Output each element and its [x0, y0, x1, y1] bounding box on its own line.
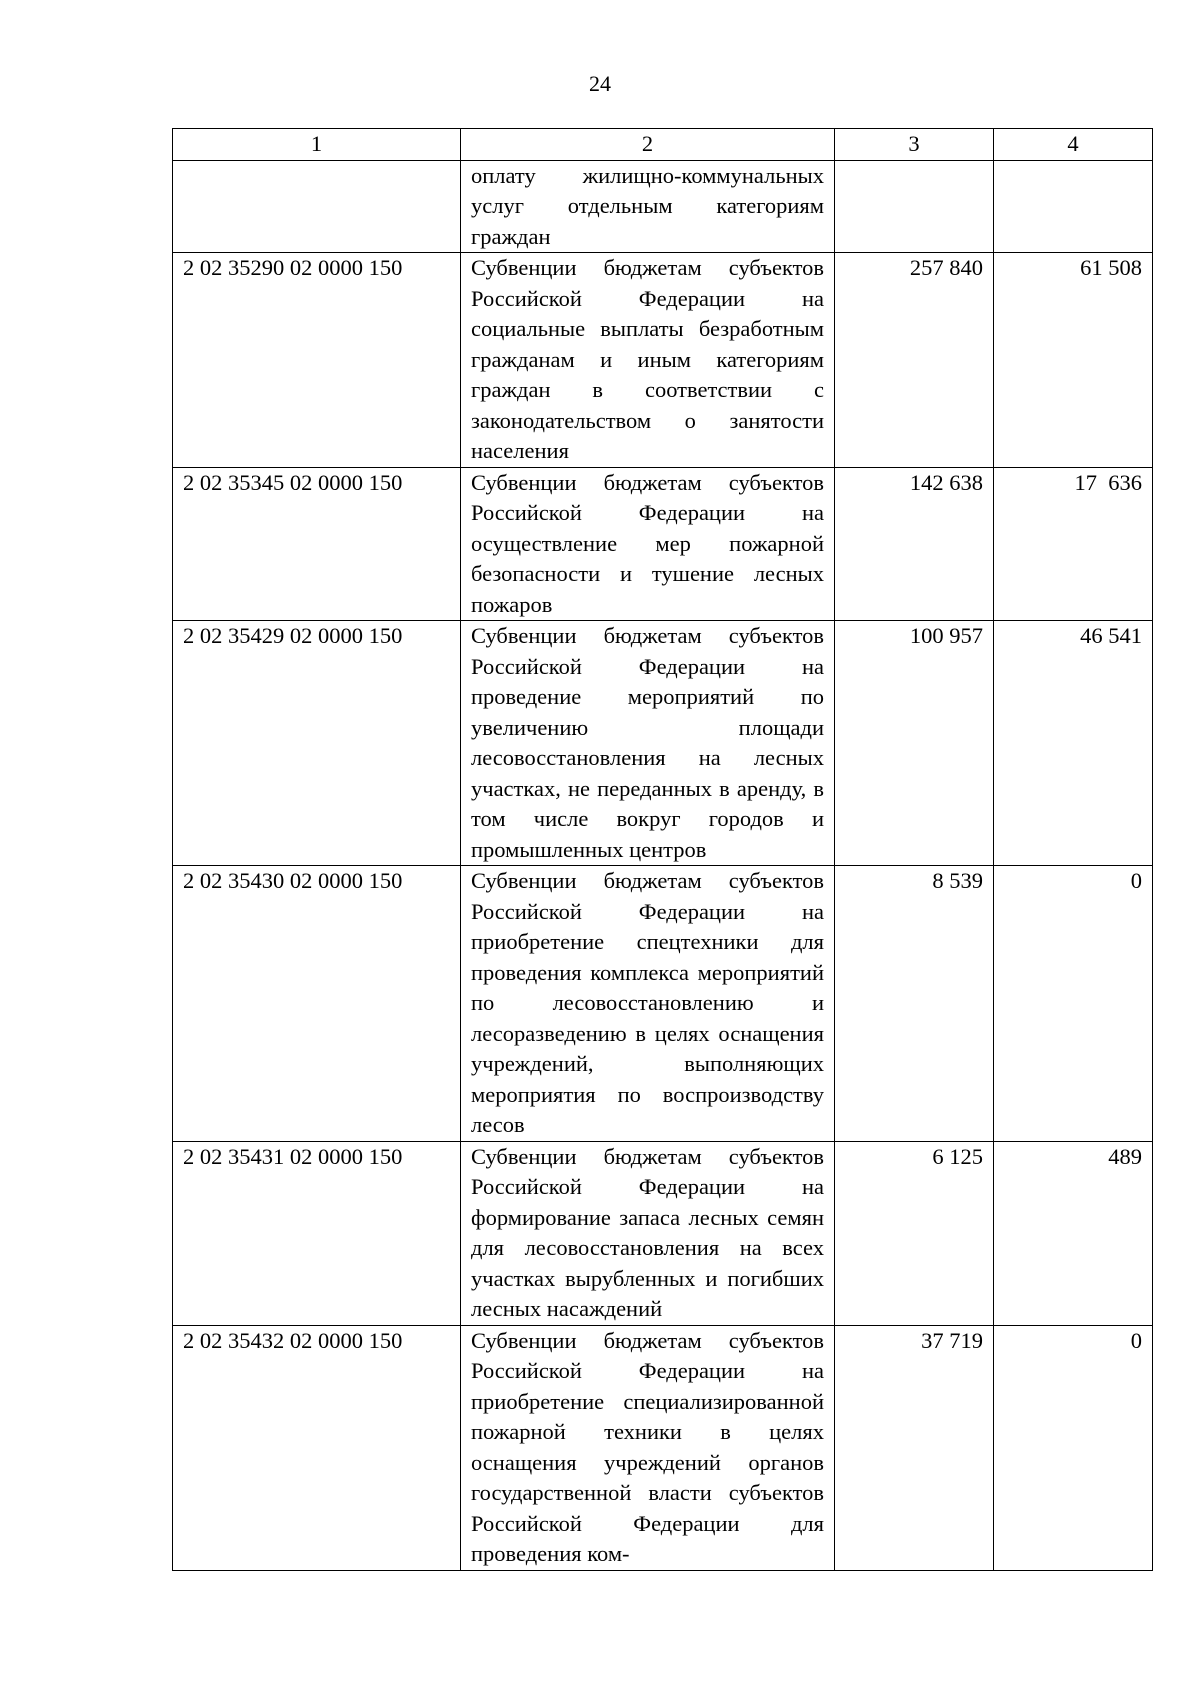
row-description: оплату жилищно-коммунальных услуг отдельным категориям граждан	[461, 160, 835, 253]
row-col4-value: 17 636	[994, 467, 1153, 621]
header-col-2: 2	[461, 129, 835, 161]
row-col3-value: 37 719	[835, 1325, 994, 1570]
row-code: 2 02 35290 02 0000 150	[173, 253, 461, 468]
row-code	[173, 160, 461, 253]
row-description: Субвенции бюджетам субъектов Российской Федерации на осуществление мер пожарной безопасности и тушение лесных пожаров	[461, 467, 835, 621]
row-col4-value: 489	[994, 1141, 1153, 1325]
header-col-1: 1	[173, 129, 461, 161]
row-col4-value: 0	[994, 1325, 1153, 1570]
table-row	[173, 160, 1153, 253]
table-body	[173, 160, 1153, 1570]
table-row	[173, 253, 1153, 468]
row-col3-value: 8 539	[835, 866, 994, 1142]
row-col3-value: 100 957	[835, 621, 994, 866]
header-col-4: 4	[994, 129, 1153, 161]
row-description: Субвенции бюджетам субъектов Российской Федерации на приобретение специализированной пожарной техники в целях оснащения учреждений органов государственной власти субъектов Российской Федерации для проведения ком-	[461, 1325, 835, 1570]
table-row	[173, 1141, 1153, 1325]
row-col3-value: 257 840	[835, 253, 994, 468]
table-row	[173, 621, 1153, 866]
row-code: 2 02 35432 02 0000 150	[173, 1325, 461, 1570]
table-row	[173, 866, 1153, 1142]
header-col-3: 3	[835, 129, 994, 161]
row-col4-value: 0	[994, 866, 1153, 1142]
row-code: 2 02 35431 02 0000 150	[173, 1141, 461, 1325]
row-description: Субвенции бюджетам субъектов Российской Федерации на приобретение спецтехники для проведения комплекса мероприятий по лесовосстановлению и лесоразведению в целях оснащения учреждений, выполняющих мероприятия по воспроизводству лесов	[461, 866, 835, 1142]
row-col3-value: 142 638	[835, 467, 994, 621]
row-code: 2 02 35429 02 0000 150	[173, 621, 461, 866]
row-col4-value: 61 508	[994, 253, 1153, 468]
row-description: Субвенции бюджетам субъектов Российской Федерации на проведение мероприятий по увеличению площади лесовосстановления на лесных участках, не переданных в аренду, в том числе вокруг городов и промышленных центров	[461, 621, 835, 866]
row-col3-value: 6 125	[835, 1141, 994, 1325]
row-col4-value	[994, 160, 1153, 253]
row-code: 2 02 35430 02 0000 150	[173, 866, 461, 1142]
page-number: 24	[589, 71, 611, 96]
table-row	[173, 1325, 1153, 1570]
row-description: Субвенции бюджетам субъектов Российской Федерации на социальные выплаты безработным гражданам и иным категориям граждан в соответствии с законодательством о занятости населения	[461, 253, 835, 468]
header-row	[173, 129, 1153, 161]
row-col3-value	[835, 160, 994, 253]
budget-table	[172, 128, 1153, 1571]
row-code: 2 02 35345 02 0000 150	[173, 467, 461, 621]
row-col4-value: 46 541	[994, 621, 1153, 866]
table-row	[173, 467, 1153, 621]
table-header	[173, 129, 1153, 161]
row-description: Субвенции бюджетам субъектов Российской Федерации на формирование запаса лесных семян для лесовосстановления на всех участках вырубленных и погибших лесных насаждений	[461, 1141, 835, 1325]
